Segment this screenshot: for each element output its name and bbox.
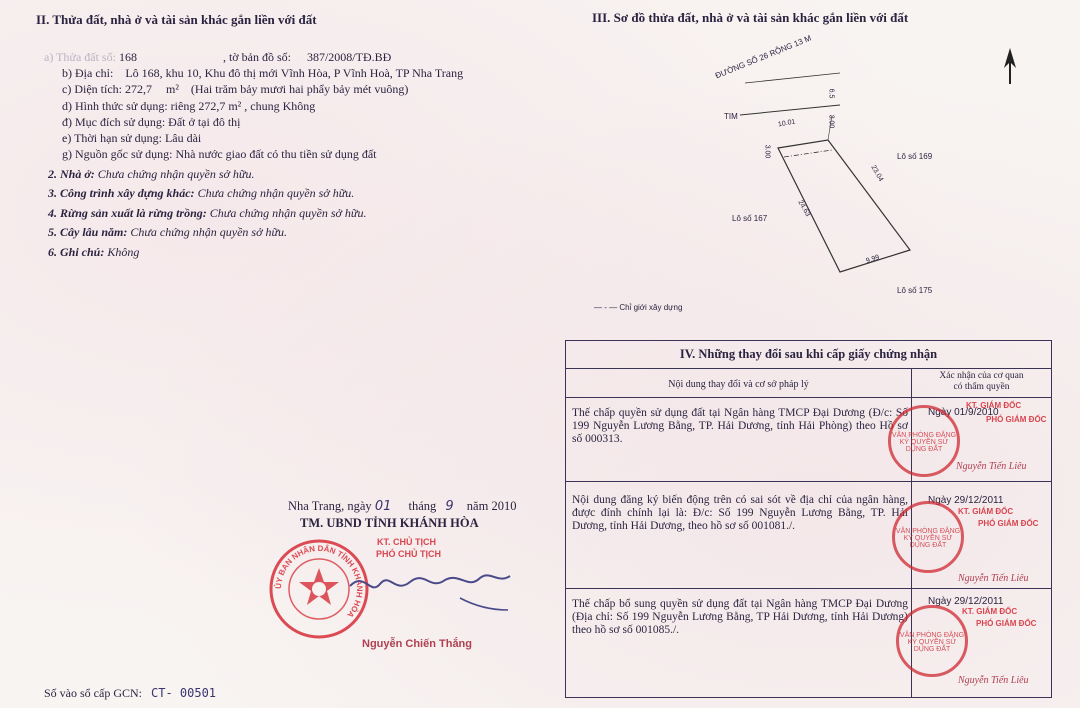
col-confirm-line2: có thẩm quyền [953, 382, 1010, 392]
trees-line [48, 225, 287, 239]
forest-line [48, 206, 366, 220]
legend [594, 303, 682, 312]
seal-text: ỦY BAN NHÂN DÂN TỈNH KHÁNH HÒA [273, 543, 365, 620]
area-line [62, 82, 408, 96]
address-label: b) Địa chỉ: [62, 66, 114, 80]
change-entry-1-stamp-text: VĂN PHÒNG ĐĂNG KÝ QUYỀN SỬ DỤNG ĐẤT [891, 432, 957, 453]
construction-label: 3. Công trình xây dựng khác: [48, 186, 195, 200]
registry-line [44, 686, 216, 700]
note-line [48, 245, 139, 259]
trees-label: 5. Cây lâu năm: [48, 225, 128, 239]
month-label: tháng [408, 499, 437, 513]
use-duration: e) Thời hạn sử dụng: Lâu dài [62, 131, 202, 145]
house-value: Chưa chứng nhận quyền sở hữu. [97, 167, 255, 181]
change-entry-2-stamp-text: VĂN PHÒNG ĐĂNG KÝ QUYỀN SỬ DỤNG ĐẤT [895, 528, 961, 549]
year-label: năm 2010 [466, 499, 517, 513]
dim-23-04: 23.04 [869, 164, 885, 183]
section3-title: III. Sơ đồ thửa đất, nhà ở và tài sản khác gắn liền với đất [592, 10, 909, 25]
change-entry-1-stamp [888, 405, 960, 477]
registry-value: CT- 00501 [151, 686, 217, 700]
note-value: Không [107, 245, 140, 259]
issuing-org: TM. UBND TỈNH KHÁNH HÒA [300, 516, 479, 530]
lot-169: Lô số 169 [897, 152, 933, 161]
date-month: 9 [445, 499, 454, 514]
change-entry-2-role2: PHÓ GIÁM ĐỐC [978, 519, 1039, 528]
change-entry-1-text: Thế chấp quyền sử dụng đất tại Ngân hàng TMCP Đại Dương (Đ/c: Số 199 Nguyễn Lương Bằng, TP. Hải Dương, tỉnh Hải Phòng) theo Hồ sơ số 000313. [572, 407, 908, 445]
change-entry-2-signer: Nguyễn Tiến Liêu [958, 573, 1029, 584]
road-label: ĐƯỜNG SỐ 26 RỘNG 13 M [714, 33, 813, 81]
lot-175: Lô số 175 [897, 286, 933, 295]
changes-table [565, 340, 1052, 698]
forest-value: Chưa chứng nhận quyền sở hữu. [209, 206, 367, 220]
change-entry-3-signer: Nguyễn Tiến Liêu [958, 675, 1029, 686]
use-form: d) Hình thức sử dụng: riêng 272,7 m² , chung Không [62, 99, 316, 113]
tim-label: TIM [724, 112, 738, 121]
dim-3-00-a: 3.00 [827, 114, 835, 129]
area-unit: m² [165, 82, 179, 96]
address-value: Lô 168, khu 10, Khu đô thị mới Vĩnh Hòa, P Vĩnh Hoà, TP Nha Trang [125, 66, 464, 80]
change-entry-1-signer: Nguyễn Tiến Liêu [956, 461, 1027, 472]
change-entry-2-role1: KT. GIÁM ĐỐC [958, 507, 1014, 516]
note-label: 6. Ghi chú: [48, 245, 105, 259]
date-day: 01 [374, 499, 392, 514]
legend-label: Chỉ giới xây dựng [619, 303, 683, 312]
north-arrow-icon [1004, 48, 1016, 84]
construction-value: Chưa chứng nhận quyền sở hữu. [197, 186, 355, 200]
change-entry-3-text: Thế chấp bổ sung quyền sử dụng đất tại Ngân hàng TMCP Đại Dương (Địa chỉ: Số 199 Nguyễn Lương Bằng, TP Hải Dương, tỉnh Hải Dương) theo hồ sơ số 001085./. [572, 598, 908, 636]
col-confirm-header [912, 371, 1051, 393]
parcel-line [44, 50, 391, 64]
house-label: 2. Nhà ở: [48, 167, 95, 181]
lot-167: Lô số 167 [732, 214, 768, 223]
signer-name: Nguyễn Chiến Thắng [362, 638, 472, 650]
section2-title: II. Thửa đất, nhà ở và tài sản khác gắn liền với đất [36, 12, 317, 27]
parcel-number: 168 [118, 50, 137, 64]
change-entry-1-role1: KT. GIÁM ĐỐC [966, 401, 1022, 410]
construction-line [48, 186, 354, 200]
change-entry-3-stamp [896, 605, 968, 677]
col-confirm-line1: Xác nhận của cơ quan [939, 371, 1024, 381]
role-label: PHÓ CHỦ TỊCH [376, 549, 441, 559]
parcel-diagram [700, 40, 1030, 300]
forest-label: 4. Rừng sản xuất là rừng trồng: [48, 206, 207, 220]
change-entry-1-date: Ngày 01/9/2010 [928, 407, 999, 418]
area-label: c) Diện tích: 272,7 [62, 82, 152, 96]
dim-24-63: 24.63 [796, 199, 812, 218]
legend-symbol: — - — [594, 303, 618, 312]
change-entry-3-role2: PHÓ GIÁM ĐỐC [976, 619, 1037, 628]
section4-title: IV. Những thay đổi sau khi cấp giấy chứng nhận [679, 347, 938, 361]
map-sheet-value: 387/2008/TĐ.BĐ [306, 50, 392, 64]
place-date-prefix: Nha Trang, ngày [288, 499, 372, 513]
dim-6-5: 6.5 [827, 88, 835, 99]
use-purpose: đ) Mục đích sử dụng: Đất ở tại đô thị [62, 115, 241, 129]
change-entry-2-date: Ngày 29/12/2011 [928, 495, 1004, 506]
change-entry-3-stamp-text: VĂN PHÒNG ĐĂNG KÝ QUYỀN SỬ DỤNG ĐẤT [899, 632, 965, 653]
kt-label: KT. CHỦ TỊCH [377, 537, 436, 547]
dim-10-01: 10.01 [777, 118, 797, 129]
col-content-header: Nội dung thay đổi và cơ sở pháp lý [668, 379, 809, 390]
dim-3-00-b: 3.00 [763, 144, 771, 159]
trees-value: Chưa chứng nhận quyền sở hữu. [130, 225, 288, 239]
house-line [48, 167, 254, 181]
signature-scribble [340, 566, 520, 626]
change-entry-3-date: Ngày 29/12/2011 [928, 596, 1004, 607]
change-entry-1-role2: PHÓ GIÁM ĐỐC [986, 415, 1047, 424]
change-entry-3-role1: KT. GIÁM ĐỐC [962, 607, 1018, 616]
change-entry-2-stamp [892, 501, 964, 573]
change-entry-2-text: Nội dung đăng ký biến động trên có sai sót về địa chỉ của ngân hàng, được đính chính lại là: Đ/c: Số 199 Nguyễn Lương Bằng, TP. Hải Dương, tỉnh Hải Dương, theo hồ sơ số 001081./. [572, 494, 908, 532]
address-line [62, 66, 463, 80]
use-origin: g) Nguồn gốc sử dụng: Nhà nước giao đất có thu tiền sử dụng đất [62, 147, 377, 161]
place-date [288, 499, 516, 514]
registry-label: Số vào sổ cấp GCN: [44, 686, 142, 700]
parcel-label: a) Thửa đất số: [44, 50, 116, 64]
dim-9-99: 9.99 [865, 254, 881, 265]
area-words: (Hai trăm bảy mươi hai phẩy bảy mét vuông) [190, 82, 409, 96]
map-sheet-label: , tờ bản đồ số: [222, 50, 291, 64]
